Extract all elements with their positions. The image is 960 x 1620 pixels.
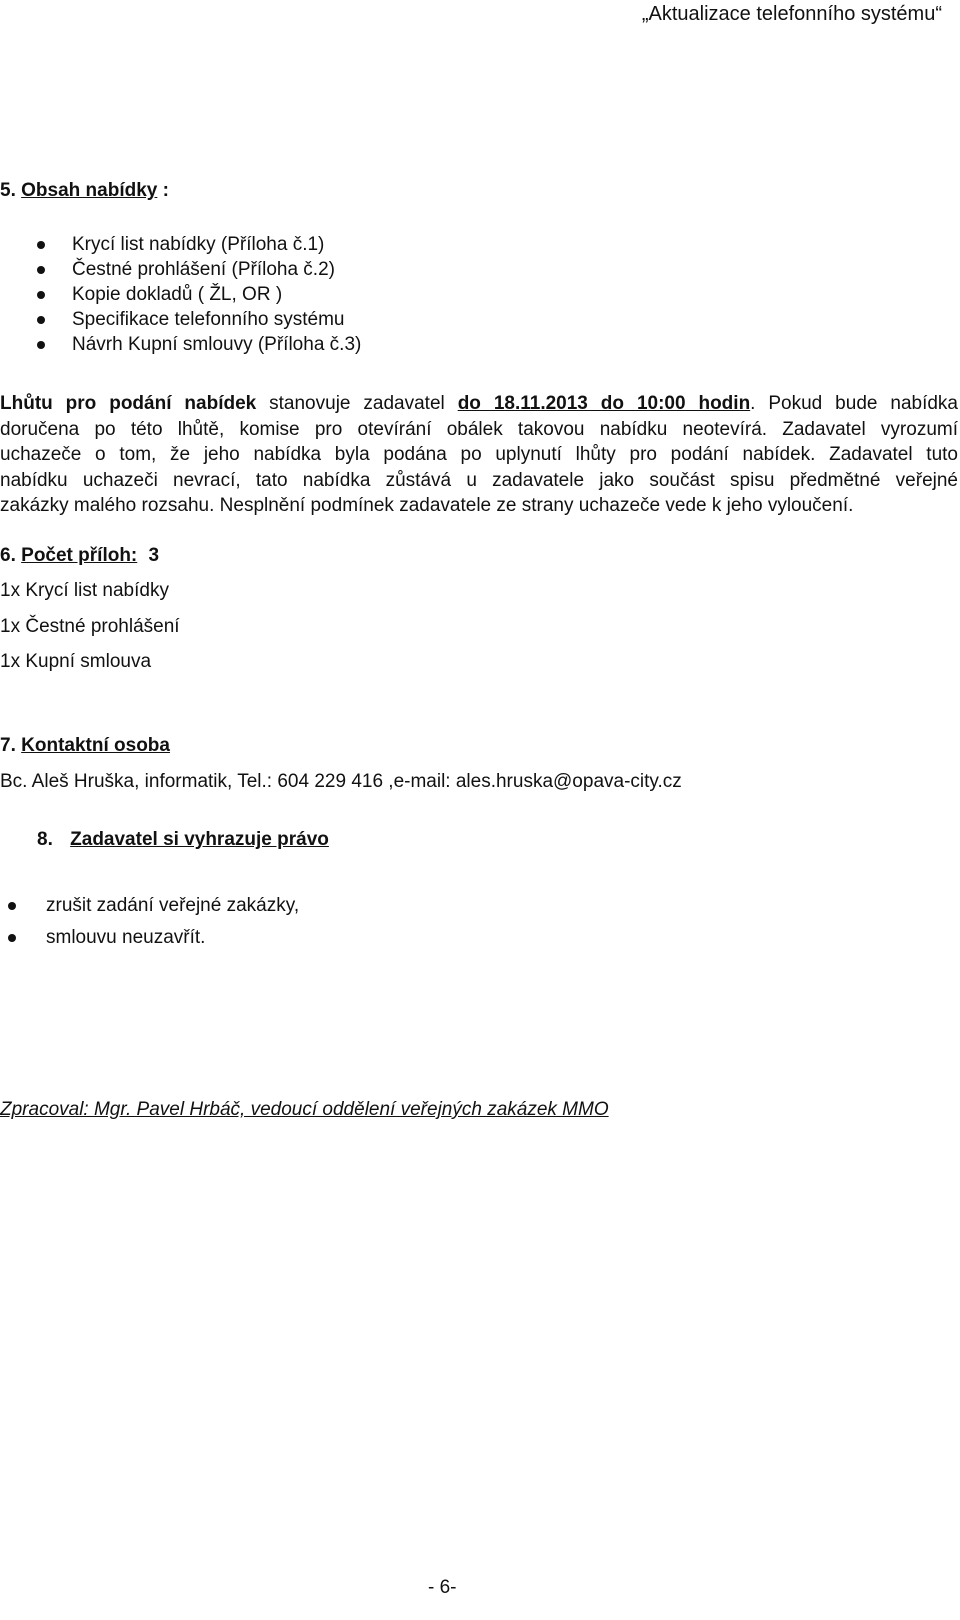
section-8-title: Zadavatel si vyhrazuje právo [70, 829, 329, 850]
section-5-suffix: : [157, 180, 169, 201]
list-item: zrušit zadání veřejné zakázky, [0, 893, 600, 925]
deadline-date: do 18.11.2013 do 10:00 hodin [457, 393, 751, 414]
deadline-line-1: Lhůtu pro podání nabídek stanovuje zadavatel do 18.11.2013 do 10:00 hodin. Pokud bude nabídka [0, 393, 958, 414]
section-8-heading: 8. Zadavatel si vyhrazuje právo [37, 829, 329, 850]
list-item: Krycí list nabídky (Příloha č.1) [0, 232, 600, 257]
section-6-heading: 6. Počet příloh: 3 [0, 545, 160, 566]
bullet-icon [37, 291, 45, 299]
attachment-count: 3 [148, 545, 160, 566]
section-5-title: Obsah nabídky [21, 180, 158, 201]
bullet-icon [8, 934, 16, 942]
section-6-title: Počet příloh: [21, 545, 138, 566]
deadline-line-2: doručena po této lhůtě, komise pro otevírání obálek takovou nabídku neotevírá. Zadavatel vyrozumí [0, 418, 958, 440]
section-7-title: Kontaktní osoba [21, 735, 170, 756]
section-5-number: 5. [0, 180, 16, 201]
bullet-icon [37, 241, 45, 249]
deadline-paragraph [0, 391, 958, 519]
running-header: „Aktualizace telefonního systému“ [641, 3, 942, 25]
section-5-heading [0, 180, 169, 202]
prepared-by: Zpracoval: Mgr. Pavel Hrbáč, vedoucí oddělení veřejných zakázek MMO [0, 1099, 609, 1120]
list-item: Kopie dokladů ( ŽL, OR ) [0, 282, 600, 307]
bullet-icon [8, 902, 16, 910]
section-8-list [0, 893, 600, 957]
bullet-icon [37, 316, 45, 324]
bullet-icon [37, 266, 45, 274]
deadline-line-3: uchazeče o tom, že jeho nabídka byla podána po uplynutí lhůty pro podání nabídek. Zadavatel tuto [0, 444, 958, 465]
deadline-line-5: zakázky malého rozsahu. Nesplnění podmínek zadavatele ze strany uchazeče vede k jeho vyloučení. [0, 495, 854, 516]
contact-line: Bc. Aleš Hruška, informatik, Tel.: 604 229 416 ,e-mail: ales.hruska@opava-city.cz [0, 771, 682, 792]
list-item: Specifikace telefonního systému [0, 307, 600, 332]
section-7-heading: 7. Kontaktní osoba [0, 735, 170, 756]
deadline-line-4: nabídku uchazeči nevrací, tato nabídka zůstává u zadavatele jako součást spisu předmětné veřejné [0, 469, 958, 491]
list-item: Čestné prohlášení (Příloha č.2) [0, 257, 600, 282]
list-item: Návrh Kupní smlouvy (Příloha č.3) [0, 332, 600, 357]
page-number: - 6- [428, 1577, 457, 1598]
attachment-item: 1x Kupní smlouva [0, 651, 152, 672]
list-item: smlouvu neuzavřít. [0, 925, 600, 957]
attachment-item: 1x Čestné prohlášení [0, 616, 180, 637]
bullet-icon [37, 341, 45, 349]
section-5-list [0, 232, 600, 357]
attachment-item: 1x Krycí list nabídky [0, 580, 169, 601]
